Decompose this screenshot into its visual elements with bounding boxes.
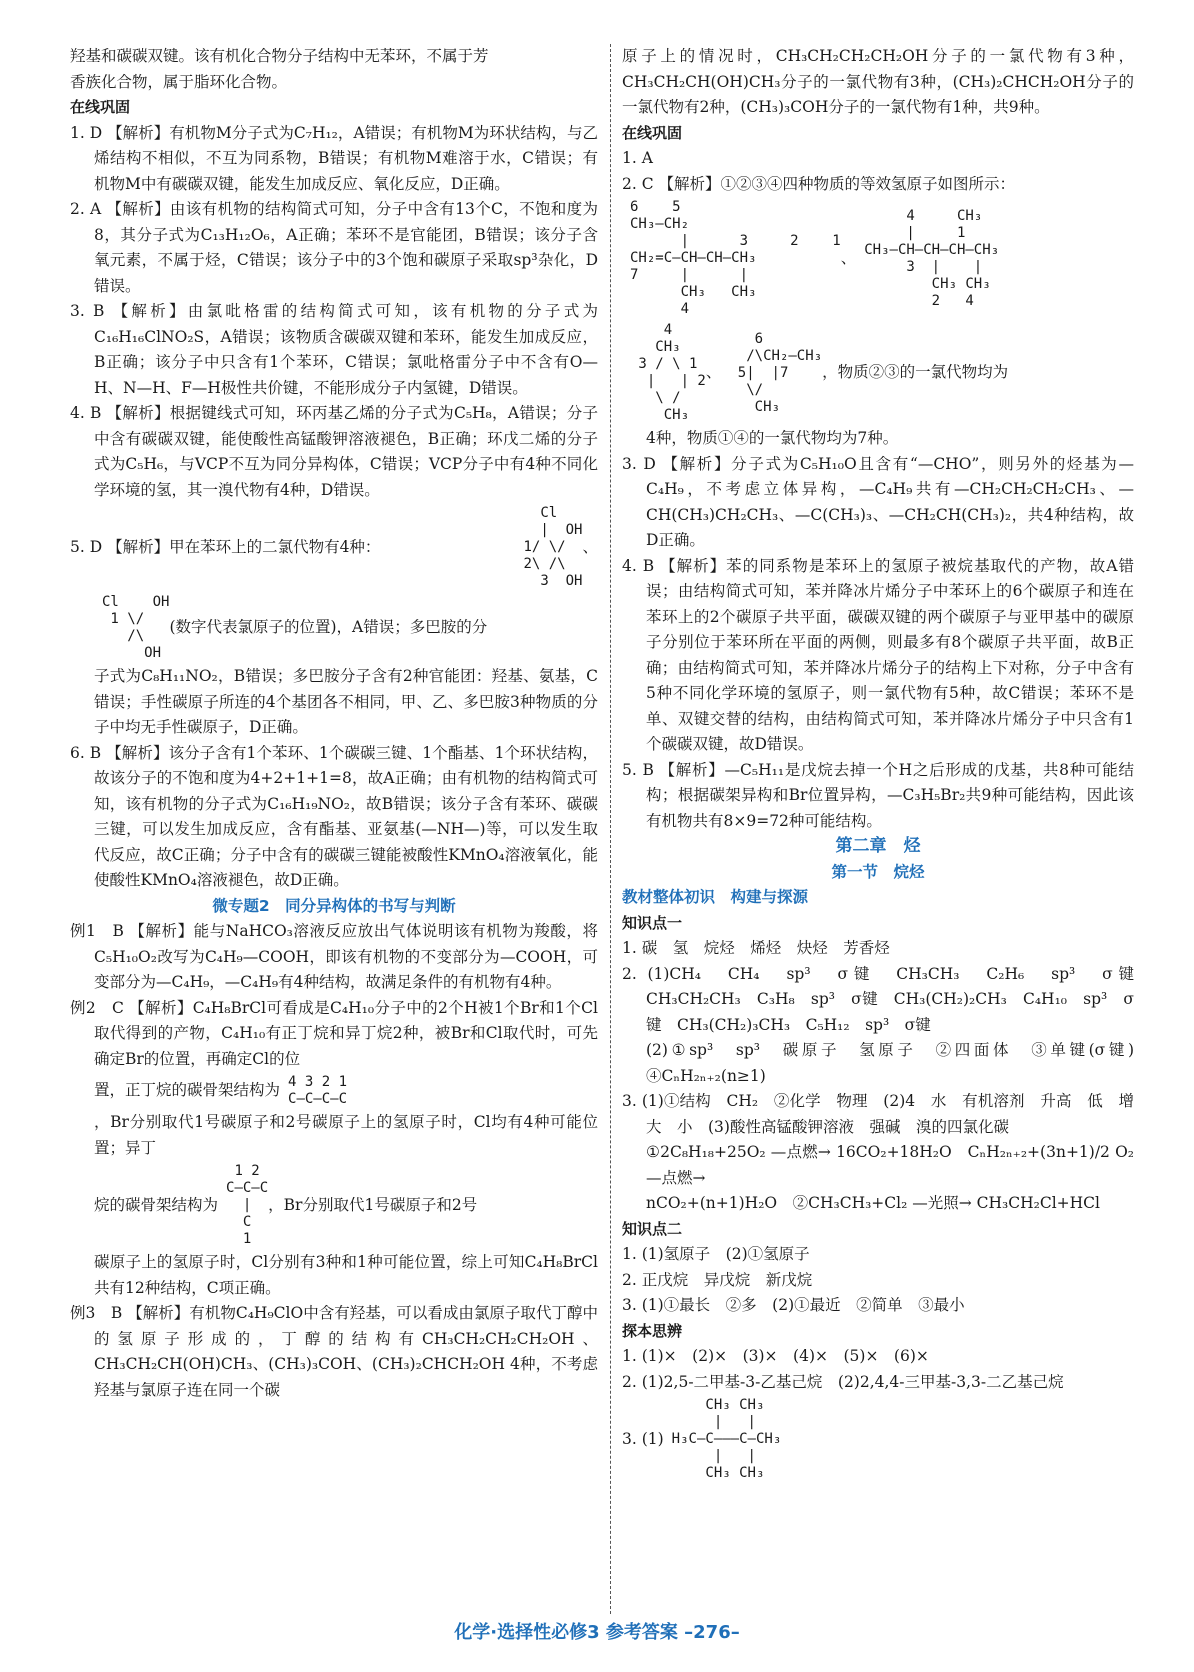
left-column — [70, 44, 598, 1403]
answer-text: 原子上的情况时，CH₃CH₂CH₂CH₂OH分子的一氯代物有3种，CH₃CH₂CH(OH)CH₃分子的一氯代物有3种，(CH₃)₂CHCH₂OH分子的一氯代物有2种，(CH₃)₃COH分子的一氯代物有1种，共9种。 — [622, 47, 1134, 116]
answer-text: 3. (1) — [622, 1429, 664, 1448]
answer-item: 1. A — [622, 149, 653, 167]
section-heading: 在线巩固 — [622, 123, 683, 142]
structure-dichloro-1: Cl | OH 1/ \/ 2\ /\ 3 OH — [523, 505, 583, 589]
answer-item — [622, 1395, 1134, 1484]
structure-isobutane: 1 2 C—C—C | C 1 — [226, 1163, 269, 1247]
structures-row-1 — [622, 197, 1134, 320]
chapter-title: 第二章 烃 — [835, 836, 921, 856]
example-item: 例3 B 【解析】有机物C₄H₉ClO中含有羟基，可以看成由氯原子取代丁醇中的氢原子形成的，丁醇的结构有CH₃CH₂CH₂CH₂OH、CH₃CH₂CH(OH)CH₃、(CH₃)₃COH、(CH₃)₂CHCH₂OH 4种，不考虑羟基与氯原子连在同一个碳 — [70, 1304, 598, 1399]
column-divider — [610, 44, 611, 1614]
answer-item: 1. 碳 氢 烷烃 烯烃 炔烃 芳香烃 — [622, 939, 890, 957]
answer-text: ，Br分别取代1号碳原子和2号 — [268, 1195, 478, 1214]
equation-line: ①2C₈H₁₈+25O₂ —点燃→ 16CO₂+18H₂O CₙH₂ₙ₊₂+(3n+1)/2 O₂ —点燃→ — [646, 1143, 1134, 1187]
answer-item: 3. (1)①结构 CH₂ ②化学 物理 (2)4 水 有机溶剂 升高 低 增大 小 (3)酸性高锰酸钾溶液 强碱 溴的四氯化碳 — [622, 1092, 1134, 1136]
answer-text: (2)①sp³ sp³ 碳原子 氢原子 ②四面体 ③单键(σ键) ④CₙH₂ₙ₊₂(n≥1) — [646, 1041, 1150, 1085]
intro-line: 香族化合物，属于脂环化合物。 — [70, 72, 288, 91]
answer-text: 烷的碳骨架结构为 — [94, 1195, 219, 1214]
intro-line: 羟基和碳碳双键。该有机化合物分子结构中无苯环，不属于芳 — [70, 47, 489, 65]
answer-text: 5. D 【解析】甲在苯环上的二氯代物有4种： — [70, 537, 381, 556]
answer-text: 4种，物质①④的一氯代物均为7种。 — [646, 429, 899, 447]
structure-mol-1: 6 5 CH₃—CH₂ | 3 2 1 CH₂=C—CH—CH—CH₃ 7 | | CH₃ CH₃ 4 — [630, 199, 841, 317]
structure-mol-3: 4 CH₃ 3 / \ 1 | | 2 \ / CH₃ — [638, 322, 706, 423]
example-item: 例1 B 【解析】能与NaHCO₃溶液反应放出气体说明该有机物为羧酸，将C₅H₁₀O₂改写为C₄H₉—COOH，即该有机物的不变部分为—COOH，可变部分为—C₄H₉，—C₄H₉有4种结构，故满足条件的有机物有4种。 — [70, 922, 598, 991]
answer-item: 6. B 【解析】该分子含有1个苯环、1个碳碳三键、1个酯基、1个环状结构，故该分子的不饱和度为4+2+1+1=8，故A正确；由有机物的结构简式可知，该有机物的分子式为C₁₆H₁₉NO₂，故B错误；该分子含有苯环、碳碳三键，可以发生加成反应，含有酯基、亚氨基(—NH—)等，可以发生取代反应，故C正确；分子中含有的碳碳三键能被酸性KMnO₄溶液氧化，能使酸性KMnO₄溶液褪色，故D正确。 — [70, 743, 598, 889]
answer-text: ，物质②③的一氯代物均为 — [822, 363, 1009, 382]
section-title: 第一节 烷烃 — [831, 862, 925, 881]
right-column — [622, 44, 1150, 1484]
answer-item — [70, 503, 598, 592]
answer-item-cont — [70, 592, 598, 664]
answer-item: 2. (1)2,5-二甲基-3-乙基己烷 (2)2,4,4-三甲基-3,3-二乙基己烷 — [622, 1372, 1064, 1391]
page-footer: 化学·选择性必修3 参考答案 –276– — [454, 1622, 740, 1643]
answer-text: ，Br分别取代1号碳原子和2号碳原子上的氢原子时，Cl均有4种可能位置；异丁 — [94, 1113, 598, 1157]
answer-item: 1. (1)氢原子 (2)①氢原子 — [622, 1245, 810, 1263]
answer-item: 4. B 【解析】根据键线式可知，环丙基乙烯的分子式为C₅H₈，A错误；分子中含有碳碳双键，能使酸性高锰酸钾溶液褪色，B正确；环戊二烯的分子式为C₅H₆，与VCP不互为同分异构体，C错误；VCP分子中有4种不同化学环境的氢，其一溴代物有4种，D错误。 — [70, 404, 598, 499]
answer-item: 2. A 【解析】由该有机物的结构简式可知，分子中含有13个C，不饱和度为8，其分子式为C₁₃H₁₂O₆，A正确；苯环不是官能团，B错误；该分子含氧元素，不属于烃，C错误；该分子中的3个饱和碳原子采取sp³杂化，D错误。 — [70, 200, 598, 295]
example-cont — [70, 1161, 598, 1250]
answer-item: 5. B 【解析】—C₅H₁₁是戊烷去掉一个H之后形成的戊基，共8种可能结构；根据碳架异构和Br位置异构，—C₃H₅Br₂共9种可能结构，因此该有机物共有8×9=72种可能结构。 — [622, 760, 1134, 830]
answer-item: 3. (1)①最长 ②多 (2)①最近 ②简单 ③最小 — [622, 1296, 965, 1314]
section-heading: 在线巩固 — [70, 98, 131, 116]
structure-mol-2: 4 CH₃ | 1 CH₃—CH—CH—CH—CH₃ 3 | | CH₃ CH₃ 2 4 — [864, 207, 1000, 309]
structure-mol-4: 6 /\CH₂—CH₃ 5| |7 \/ CH₃ — [737, 330, 823, 415]
structure-neohexane: CH₃ CH₃ | | H₃C—C———C—CH₃ | | CH₃ CH₃ — [671, 1397, 782, 1481]
example-cont — [70, 1072, 598, 1110]
knowledge-point-heading: 知识点二 — [622, 1219, 683, 1238]
answer-text: 子式为C₈H₁₁NO₂，B错误；多巴胺分子含有2种官能团：羟基、氨基，C错误；手性碳原子所连的4个基团各不相同，甲、乙、多巴胺3种物质的分子中均无手性碳原子，D正确。 — [94, 667, 598, 736]
answer-item: 3. B 【解析】由氯吡格雷的结构简式可知，该有机物的分子式为C₁₆H₁₆ClNO₂S，A错误；该物质含碳碳双键和苯环，能发生加成反应，B正确；该分子中只含有1个苯环，C错误；氯吡格雷分子中不含有O—H、N—H、F—H极性共价键，不能形成分子内氢键，D错误。 — [70, 302, 598, 397]
separator: 、 — [582, 537, 598, 556]
answer-item: 2. 正戊烷 异戊烷 新戊烷 — [622, 1270, 813, 1289]
textbook-heading: 教材整体初识 构建与探源 — [622, 888, 809, 906]
separator: 、 — [705, 363, 722, 382]
micro-topic-title: 微专题2 同分异构体的书写与判断 — [212, 896, 456, 915]
answer-item: 2. (1)CH₄ CH₄ sp³ σ键 CH₃CH₃ C₂H₆ sp³ σ键 CH₃CH₂CH₃ C₃H₈ sp³ σ键 CH₃(CH₂)₂CH₃ C₄H₁₀ sp³ σ键 CH₃(CH₂)₃CH₃ C₅H₁₂ sp³ σ键 — [622, 964, 1150, 1034]
answer-item: 1. (1)× (2)× (3)× (4)× (5)× (6)× — [622, 1347, 929, 1365]
answer-item: 4. B 【解析】苯的同系物是苯环上的氢原子被烷基取代的产物，故A错误；由结构简式可知，苯并降冰片烯分子中苯环上的6个碳原子和连在苯环上的2个碳原子共平面，碳碳双键的两个碳原子与亚甲基中的碳原子分别位于苯环所在平面的两侧，则最多有8个碳原子共平面，故B正确；由结构简式可知，苯并降冰片烯分子的结构上下对称，分子中含有5种不同化学环境的氢原子，则一氯代物有5种，故C错误；苯环不是单、双键交替的结构，由结构简式可知，苯并降冰片烯分子中只含有1个碳碳双键，故D错误。 — [622, 556, 1134, 753]
answer-text: (数字代表氯原子的位置)，A错误；多巴胺的分 — [169, 618, 488, 637]
structures-row-2 — [622, 320, 1134, 426]
structure-dichloro-2: Cl OH 1 \/ /\ OH — [102, 594, 170, 661]
answer-item: 2. C 【解析】①②③④四种物质的等效氢原子如图所示： — [622, 174, 1016, 193]
separator: 、 — [840, 248, 857, 267]
structure-butane: 4 3 2 1 C—C—C—C — [288, 1074, 348, 1107]
example-item: 例2 C 【解析】C₄H₈BrCl可看成是C₄H₁₀分子中的2个H被1个Br和1个Cl取代得到的产物，C₄H₁₀有正丁烷和异丁烷2种，被Br和Cl取代时，可先确定Br的位置，再确定Cl的位 — [70, 998, 598, 1068]
knowledge-point-heading: 知识点一 — [622, 913, 683, 932]
explore-heading: 探本思辨 — [622, 1321, 683, 1340]
answer-text: 碳原子上的氢原子时，Cl分别有3种和1种可能位置，综上可知C₄H₈BrCl共有12种结构，C项正确。 — [94, 1253, 598, 1297]
equation-line: nCO₂+(n+1)H₂O ②CH₃CH₃+Cl₂ —光照→ CH₃CH₂Cl+HCl — [646, 1194, 1100, 1212]
answer-text: 置，正丁烷的碳骨架结构为 — [94, 1081, 281, 1100]
answer-item: 3. D 【解析】分子式为C₅H₁₀O且含有“—CHO”，则另外的烃基为—C₄H₉，不考虑立体异构，—C₄H₉共有—CH₂CH₂CH₂CH₃、—CH(CH₃)CH₂CH₃、—C(CH₃)₃、—CH₂CH(CH₃)₂，共4种结构，故D正确。 — [622, 454, 1134, 549]
answer-item: 1. D 【解析】有机物M分子式为C₇H₁₂，A错误；有机物M为环状结构，与乙烯结构不相似，不互为同系物，B错误；有机物M难溶于水，C错误；有机物M中有碳碳双键，能发生加成反应、氧化反应，D正确。 — [70, 123, 598, 193]
